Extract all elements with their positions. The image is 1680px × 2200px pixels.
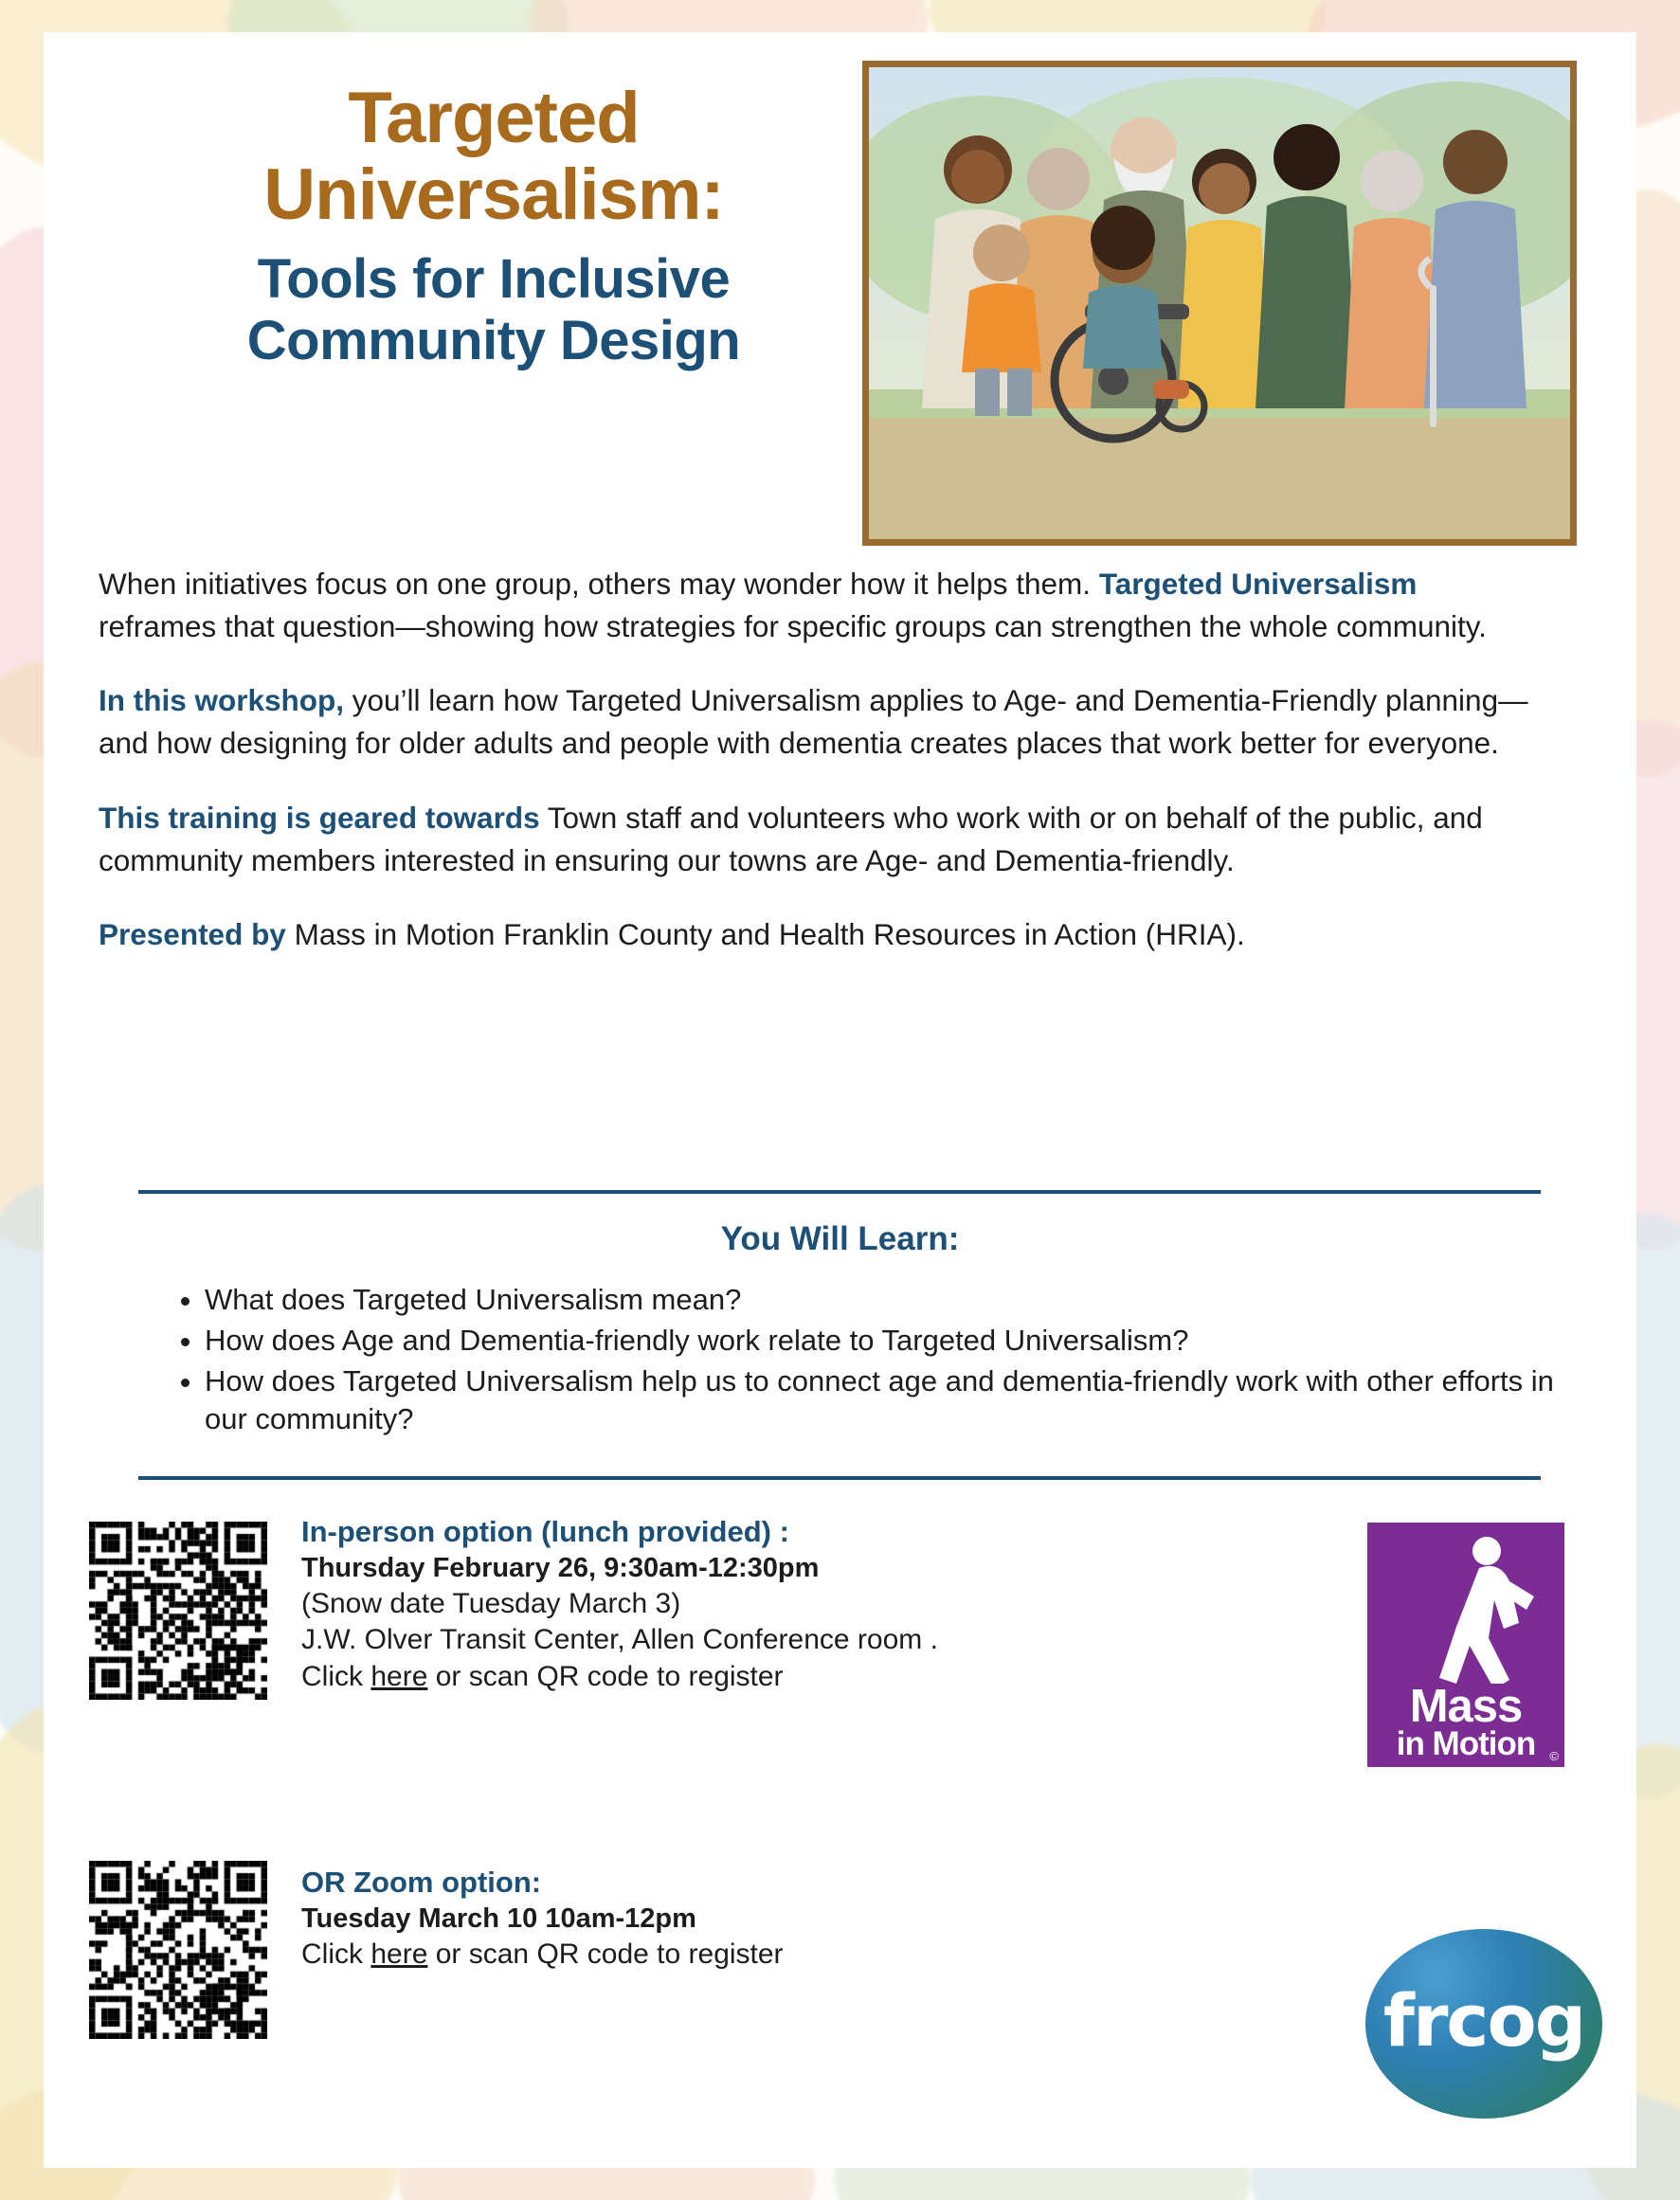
frcog-wordmark: frcog bbox=[1382, 1978, 1585, 2063]
in-person-cta-pre: Click bbox=[301, 1660, 371, 1692]
zoom-cta-pre: Click bbox=[301, 1938, 371, 1970]
workshop-bold: In this workshop, bbox=[99, 683, 345, 718]
in-person-location: J.W. Olver Transit Center, Allen Conference room . bbox=[301, 1624, 938, 1656]
frcog-logo bbox=[1365, 1929, 1602, 2119]
you-will-learn-heading: You Will Learn: bbox=[720, 1220, 960, 1257]
presenter-text: Mass in Motion Franklin County and Health Resources in Action (HRIA). bbox=[285, 917, 1245, 952]
list-item: • How does Targeted Universalism help us to connect age and dementia-friendly work with other efforts in our community? bbox=[205, 1362, 1560, 1438]
mass-in-motion-logo bbox=[1367, 1523, 1564, 1767]
intro-bold: Targeted Universalism bbox=[1098, 567, 1418, 601]
audience-text: Town staff and volunteers who work with or on behalf of the public, and community members interested in ensuring our towns are Age- and Dementia-friendly. bbox=[99, 800, 1483, 877]
zoom-registration-block bbox=[301, 1864, 1325, 1973]
subtitle-line-2: Community Design bbox=[246, 309, 741, 371]
presenter-bold: Presented by bbox=[99, 917, 286, 952]
intro-text-b: reframes that question—showing how strategies for specific groups can strengthen the whole community. bbox=[99, 608, 1487, 643]
qr-code-zoom-registration[interactable] bbox=[89, 1861, 267, 2039]
qr-code-in-person-registration[interactable] bbox=[89, 1522, 267, 1700]
divider-top bbox=[138, 1190, 1541, 1194]
title-line-1: Targeted bbox=[348, 78, 640, 158]
you-will-learn-list bbox=[167, 1281, 1560, 1441]
in-person-register-link[interactable]: here bbox=[370, 1660, 428, 1692]
divider-bottom bbox=[138, 1476, 1541, 1480]
group-photo bbox=[862, 61, 1577, 546]
mass-in-motion-word-2: in Motion bbox=[1396, 1725, 1536, 1762]
in-person-date: Thursday February 26, 9:30am-12:30pm bbox=[301, 1552, 820, 1583]
paragraph-workshop bbox=[99, 679, 1529, 764]
intro-text-a: When initiatives focus on one group, others may wonder how it helps them. bbox=[99, 567, 1099, 601]
mass-in-motion-word-1: Mass bbox=[1409, 1681, 1523, 1732]
paragraph-intro bbox=[99, 563, 1529, 647]
zoom-date: Tuesday March 10 10am-12pm bbox=[301, 1902, 696, 1934]
in-person-heading: In-person option (lunch provided) : bbox=[301, 1515, 789, 1548]
list-item: • What does Targeted Universalism mean? bbox=[205, 1281, 1560, 1319]
paragraph-presenter bbox=[99, 913, 1529, 956]
audience-bold: This training is geared towards bbox=[99, 800, 540, 835]
subtitle-line-1: Tools for Inclusive bbox=[257, 247, 731, 310]
in-person-cta bbox=[301, 1659, 1325, 1695]
in-person-registration-block bbox=[301, 1513, 1325, 1695]
zoom-cta-post: or scan QR code to register bbox=[427, 1938, 784, 1970]
body-copy bbox=[99, 563, 1529, 956]
in-person-cta-post: or scan QR code to register bbox=[427, 1660, 784, 1692]
walking-figure-icon bbox=[1367, 1523, 1564, 1684]
paragraph-audience bbox=[99, 797, 1529, 881]
workshop-text: you’ll learn how Targeted Universalism applies to Age- and Dementia-Friendly planning—and how designing for older adults and people with dementia creates places that work better for everyone. bbox=[99, 683, 1528, 761]
zoom-register-link[interactable]: here bbox=[370, 1938, 428, 1970]
list-item: • How does Age and Dementia-friendly work relate to Targeted Universalism? bbox=[205, 1322, 1560, 1360]
copyright-mark: © bbox=[1549, 1749, 1559, 1763]
title-line-2: Universalism: bbox=[263, 154, 724, 236]
zoom-cta bbox=[301, 1937, 1325, 1973]
group-illustration bbox=[869, 67, 1570, 539]
page-title bbox=[100, 80, 887, 372]
in-person-snow-date: (Snow date Tuesday March 3) bbox=[301, 1587, 681, 1619]
zoom-heading: OR Zoom option: bbox=[301, 1866, 542, 1899]
